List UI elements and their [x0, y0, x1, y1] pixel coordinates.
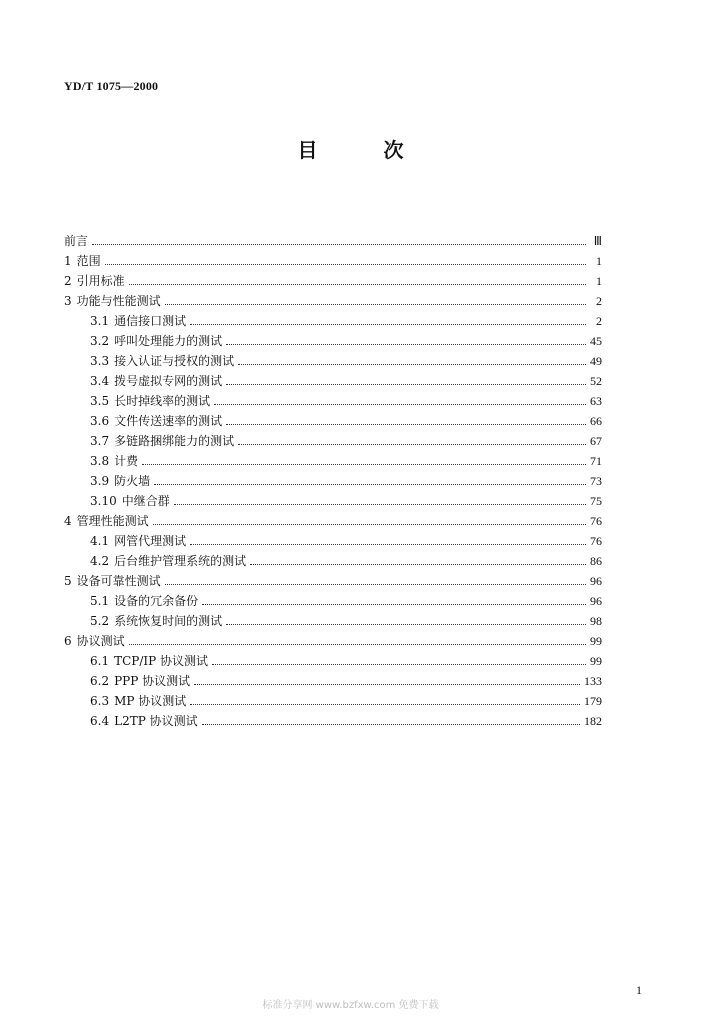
dot-leader [142, 464, 586, 465]
toc-label: 设备的冗余备份 [114, 594, 199, 608]
dot-leader [190, 704, 580, 705]
toc-label: 文件传送速率的测试 [114, 414, 223, 428]
dot-leader [105, 264, 586, 265]
toc-number: 4 [64, 514, 72, 528]
toc-entry-4-1[interactable] [64, 528, 602, 548]
toc-page: 179 [584, 694, 602, 708]
toc-label: 引用标准 [76, 274, 125, 288]
toc-page: 1 [596, 274, 602, 288]
toc-label: 长时掉线率的测试 [114, 394, 211, 408]
dot-leader [165, 584, 586, 585]
toc-label: 防火墙 [114, 474, 151, 488]
toc-number: 6.2 [90, 674, 110, 688]
dot-leader [129, 284, 586, 285]
toc-number: 3.7 [90, 434, 110, 448]
footer-watermark: 标准分享网 www.bzfxw.com 免费下载 [262, 1000, 439, 1011]
toc-page: 73 [590, 474, 602, 488]
toc-page: 63 [590, 394, 602, 408]
toc-number: 3.5 [90, 394, 110, 408]
dot-leader [226, 344, 586, 345]
toc-page: 52 [590, 374, 602, 388]
toc-entry-foreword[interactable] [64, 228, 602, 248]
title-char-2: 次 [383, 138, 404, 162]
toc-label: 通信接口测试 [114, 314, 187, 328]
toc-page: 133 [584, 674, 602, 688]
toc-label: 前言 [64, 234, 89, 248]
toc-entry-6-3[interactable] [64, 688, 602, 708]
toc-page: 66 [590, 414, 602, 428]
dot-leader [226, 424, 586, 425]
toc-number: 3.1 [90, 314, 110, 328]
dot-leader [202, 604, 586, 605]
toc-number: 5.1 [90, 594, 110, 608]
page-number: 1 [636, 983, 642, 997]
toc-entry-3-6[interactable] [64, 408, 602, 428]
toc-label: 呼叫处理能力的测试 [114, 334, 223, 348]
dot-leader [238, 364, 586, 365]
toc-label: 网管代理测试 [114, 534, 187, 548]
toc-label: TCP/IP 协议测试 [114, 654, 209, 668]
toc-entry-3-7[interactable] [64, 428, 602, 448]
title-char-1: 目 [297, 138, 318, 162]
toc-page: 2 [596, 294, 602, 308]
toc-number: 6.1 [90, 654, 110, 668]
toc-entry-3-2[interactable] [64, 328, 602, 348]
toc-number: 3.3 [90, 354, 110, 368]
toc-label: 管理性能测试 [76, 514, 149, 528]
toc-label: L2TP 协议测试 [114, 714, 198, 728]
toc-entry-3-8[interactable] [64, 448, 602, 468]
toc-number: 2 [64, 274, 72, 288]
toc-label: 拨号虚拟专网的测试 [114, 374, 223, 388]
toc-number: 3.8 [90, 454, 110, 468]
toc-page: 99 [590, 654, 602, 668]
dot-leader [226, 624, 586, 625]
dot-leader [212, 664, 586, 665]
toc-page: 45 [590, 334, 602, 348]
dot-leader [250, 564, 586, 565]
toc-label: 多链路捆绑能力的测试 [114, 434, 235, 448]
toc-label: 协议测试 [76, 634, 125, 648]
dot-leader [190, 544, 586, 545]
dot-leader [214, 404, 586, 405]
toc-entry-5[interactable] [64, 568, 602, 588]
toc-number: 3.9 [90, 474, 110, 488]
toc-page: 96 [590, 574, 602, 588]
toc-page: 182 [584, 714, 602, 728]
toc-number: 3.6 [90, 414, 110, 428]
toc-entry-3[interactable] [64, 288, 602, 308]
page-title [0, 134, 701, 163]
toc-page: 76 [590, 514, 602, 528]
toc-entry-3-9[interactable] [64, 468, 602, 488]
dot-leader [165, 304, 586, 305]
dot-leader [190, 324, 586, 325]
toc-label: 范围 [76, 254, 101, 268]
toc-entry-2[interactable] [64, 268, 602, 288]
toc-label: 系统恢复时间的测试 [114, 614, 223, 628]
toc-entry-3-4[interactable] [64, 368, 602, 388]
toc-number: 6.4 [90, 714, 110, 728]
toc-entry-1[interactable] [64, 248, 602, 268]
dot-leader [174, 504, 586, 505]
toc-number: 6.3 [90, 694, 110, 708]
toc-page: 98 [590, 614, 602, 628]
toc-entry-6-2[interactable] [64, 668, 602, 688]
toc-entry-3-5[interactable] [64, 388, 602, 408]
toc-page: 2 [596, 314, 602, 328]
dot-leader [226, 384, 586, 385]
toc-number: 3.2 [90, 334, 110, 348]
toc-page: 99 [590, 634, 602, 648]
toc-page: 71 [590, 454, 602, 468]
dot-leader [194, 684, 580, 685]
toc-entry-4[interactable] [64, 508, 602, 528]
toc-label: 计费 [114, 454, 139, 468]
toc-label: PPP 协议测试 [114, 674, 191, 688]
table-of-contents [64, 228, 602, 728]
dot-leader [202, 724, 580, 725]
toc-page: 86 [590, 554, 602, 568]
toc-page: 1 [596, 254, 602, 268]
toc-label: MP 协议测试 [114, 694, 187, 708]
toc-entry-4-2[interactable] [64, 548, 602, 568]
dot-leader [154, 484, 586, 485]
toc-page: 67 [590, 434, 602, 448]
dot-leader [238, 444, 586, 445]
toc-number: 1 [64, 254, 72, 268]
toc-number: 5.2 [90, 614, 110, 628]
toc-entry-6-4[interactable] [64, 708, 602, 728]
toc-entry-3-10[interactable] [64, 488, 602, 508]
toc-number: 6 [64, 634, 72, 648]
toc-entry-5-1[interactable] [64, 588, 602, 608]
toc-entry-6-1[interactable] [64, 648, 602, 668]
toc-number: 4.2 [90, 554, 110, 568]
toc-number: 3 [64, 294, 72, 308]
toc-number: 4.1 [90, 534, 110, 548]
toc-page: 75 [590, 494, 602, 508]
toc-number: 3.10 [90, 494, 117, 508]
dot-leader [153, 524, 586, 525]
toc-number: 3.4 [90, 374, 110, 388]
toc-page: 76 [590, 534, 602, 548]
dot-leader [129, 644, 586, 645]
dot-leader [92, 244, 586, 245]
toc-entry-6[interactable] [64, 628, 602, 648]
toc-label: 设备可靠性测试 [76, 574, 161, 588]
toc-label: 中继合群 [121, 494, 170, 508]
toc-entry-3-3[interactable] [64, 348, 602, 368]
toc-entry-3-1[interactable] [64, 308, 602, 328]
toc-label: 后台维护管理系统的测试 [114, 554, 247, 568]
toc-page: 96 [590, 594, 602, 608]
toc-entry-5-2[interactable] [64, 608, 602, 628]
toc-page: 49 [590, 354, 602, 368]
toc-label: 接入认证与授权的测试 [114, 354, 235, 368]
toc-number: 5 [64, 574, 72, 588]
standard-code: YD/T 1075—2000 [64, 79, 159, 93]
toc-label: 功能与性能测试 [76, 294, 161, 308]
toc-page: Ⅲ [593, 234, 602, 248]
